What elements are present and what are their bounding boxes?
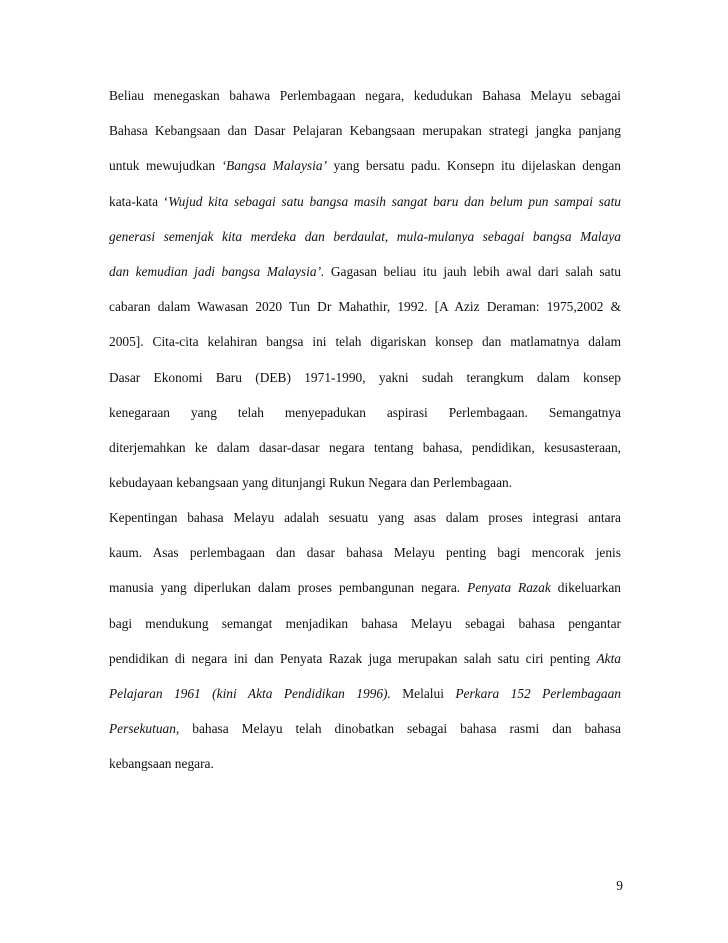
text-segment: Beliau menegaskan bahawa Perlembagaan negara, kedudukan Bahasa Melayu sebagai bbox=[109, 88, 621, 103]
text-segment: Gagasan beliau itu jauh lebih awal dari salah satu bbox=[324, 264, 621, 279]
italic-text: ‘Bangsa Malaysia’ bbox=[221, 158, 327, 174]
italic-text: generasi semenjak kita merdeka dan berdaulat, mula-mulanya sebagai bangsa Malaya bbox=[109, 228, 621, 244]
text-line bbox=[109, 719, 621, 739]
italic-text: Wujud kita sebagai satu bangsa masih sangat baru dan belum pun sampai satu bbox=[168, 193, 621, 209]
text-line bbox=[109, 332, 621, 352]
text-line bbox=[109, 543, 621, 563]
text-segment: Dasar Ekonomi Baru (DEB) 1971-1990, yakni sudah terangkum dalam konsep bbox=[109, 369, 621, 385]
italic-text: Perkara 152 Perlembagaan bbox=[455, 686, 621, 701]
text-segment: untuk mewujudkan bbox=[109, 158, 222, 174]
text-line bbox=[109, 156, 621, 176]
italic-text: dan kemudian jadi bangsa Malaysia’. bbox=[109, 264, 325, 279]
text-segment: Melalui bbox=[390, 686, 456, 701]
text-segment: kata-kata ‘ bbox=[109, 193, 169, 209]
text-segment: bahasa Melayu telah dinobatkan sebagai bahasa rasmi dan bahasa bbox=[179, 721, 621, 737]
text-segment: Bahasa Kebangsaan dan Dasar Pelajaran Kebangsaan merupakan strategi jangka panjang bbox=[109, 123, 621, 139]
text-segment: cabaran dalam Wawasan 2020 Tun Dr Mahathir, 1992. [A Aziz Deraman: 1975,2002 & bbox=[109, 299, 621, 315]
text-line bbox=[109, 368, 621, 388]
text-segment: pendidikan di negara ini dan Penyata Razak juga merupakan salah satu ciri penting bbox=[109, 650, 597, 666]
text-line bbox=[109, 121, 621, 141]
text-line bbox=[109, 297, 621, 317]
text-segment: kebudayaan kebangsaan yang ditunjangi Rukun Negara dan Perlembagaan. bbox=[109, 475, 513, 491]
text-line bbox=[109, 578, 621, 598]
text-line bbox=[109, 403, 621, 423]
text-line bbox=[109, 614, 621, 634]
text-segment: manusia yang diperlukan dalam proses pembangunan negara. bbox=[109, 580, 468, 596]
text-line bbox=[109, 649, 621, 669]
text-line bbox=[109, 508, 621, 528]
text-line bbox=[109, 192, 621, 212]
italic-text: Persekutuan, bbox=[109, 721, 180, 737]
italic-text: Akta bbox=[596, 650, 621, 666]
text-segment: 2005]. Cita-cita kelahiran bangsa ini telah digariskan konsep dan matlamatnya dalam bbox=[109, 334, 621, 350]
text-segment: kenegaraan yang telah menyepadukan aspirasi Perlembagaan. Semangatnya bbox=[109, 404, 621, 420]
text-line bbox=[109, 754, 621, 774]
text-segment: dikeluarkan bbox=[550, 580, 621, 596]
text-line bbox=[109, 262, 621, 282]
text-segment: yang bersatu padu. Konsepn itu dijelaskan dengan bbox=[326, 158, 621, 174]
text-line bbox=[109, 473, 621, 493]
text-segment: diterjemahkan ke dalam dasar-dasar negara tentang bahasa, pendidikan, kesusasteraan, bbox=[109, 440, 621, 455]
text-line bbox=[109, 684, 621, 704]
text-line bbox=[109, 227, 621, 247]
italic-text: Penyata Razak bbox=[467, 580, 551, 596]
text-segment: kaum. Asas perlembagaan dan dasar bahasa Melayu penting bagi mencorak jenis bbox=[109, 545, 621, 561]
page-number: 9 bbox=[616, 878, 623, 893]
text-segment: Kepentingan bahasa Melayu adalah sesuatu yang asas dalam proses integrasi antara bbox=[109, 510, 621, 525]
text-segment: kebangsaan negara. bbox=[109, 756, 214, 772]
text-line bbox=[109, 438, 621, 458]
italic-text: Pelajaran 1961 (kini Akta Pendidikan 1996). bbox=[109, 686, 391, 701]
text-segment: bagi mendukung semangat menjadikan bahasa Melayu sebagai bahasa pengantar bbox=[109, 615, 621, 631]
text-line bbox=[109, 86, 621, 106]
